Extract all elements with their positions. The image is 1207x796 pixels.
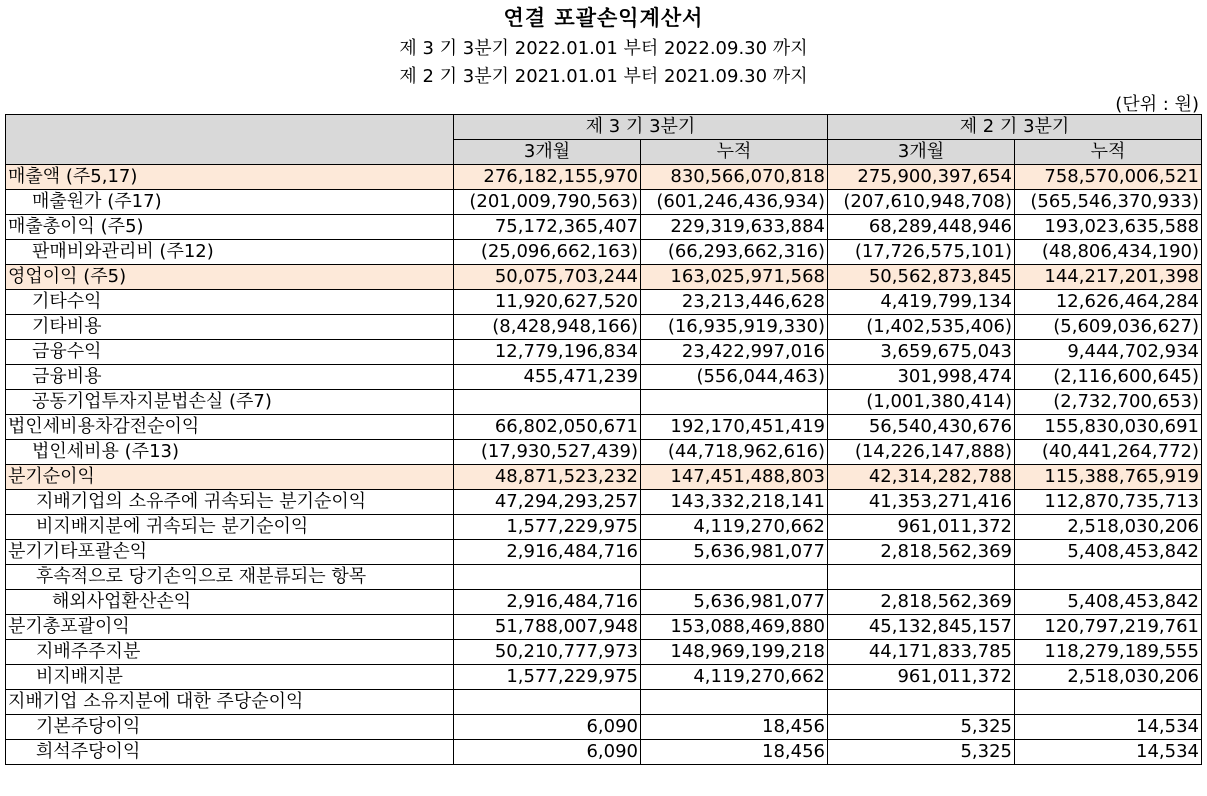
- row-value: 2,518,030,206: [1015, 665, 1202, 690]
- row-value: 961,011,372: [828, 665, 1015, 690]
- row-label: 기본주당이익: [6, 715, 454, 740]
- row-label: 분기기타포괄손익: [6, 540, 454, 565]
- row-value: [1015, 565, 1202, 590]
- row-value: 758,570,006,521: [1015, 165, 1202, 190]
- row-label: 기타비용: [6, 315, 454, 340]
- row-value: 11,920,627,520: [454, 290, 641, 315]
- header-current-cum: 누적: [641, 140, 828, 165]
- table-row: [6, 390, 1202, 415]
- row-value: 75,172,365,407: [454, 215, 641, 240]
- row-value: 44,171,833,785: [828, 640, 1015, 665]
- row-label: 금융수익: [6, 340, 454, 365]
- row-value: 2,518,030,206: [1015, 515, 1202, 540]
- table-row: [6, 190, 1202, 215]
- row-label: 판매비와관리비 (주12): [6, 240, 454, 265]
- row-value: (16,935,919,330): [641, 315, 828, 340]
- row-value: (8,428,948,166): [454, 315, 641, 340]
- row-value: [641, 690, 828, 715]
- header-prior-cum: 누적: [1015, 140, 1202, 165]
- header-prior-3m: 3개월: [828, 140, 1015, 165]
- row-label: 비지배지분: [6, 665, 454, 690]
- row-value: 47,294,293,257: [454, 490, 641, 515]
- row-value: [828, 565, 1015, 590]
- row-value: 120,797,219,761: [1015, 615, 1202, 640]
- row-value: 276,182,155,970: [454, 165, 641, 190]
- row-value: [641, 390, 828, 415]
- row-value: [454, 690, 641, 715]
- row-label: 후속적으로 당기손익으로 재분류되는 항목: [6, 565, 454, 590]
- row-value: 5,408,453,842: [1015, 590, 1202, 615]
- row-value: (66,293,662,316): [641, 240, 828, 265]
- header-current-3m: 3개월: [454, 140, 641, 165]
- row-value: (1,001,380,414): [828, 390, 1015, 415]
- row-value: (2,732,700,653): [1015, 390, 1202, 415]
- row-value: 5,636,981,077: [641, 540, 828, 565]
- row-value: (17,930,527,439): [454, 440, 641, 465]
- row-label: 법인세비용 (주13): [6, 440, 454, 465]
- row-value: (25,096,662,163): [454, 240, 641, 265]
- row-value: 51,788,007,948: [454, 615, 641, 640]
- table-row: [6, 665, 1202, 690]
- table-row: [6, 290, 1202, 315]
- header-row-groups: [6, 115, 1202, 140]
- row-value: 1,577,229,975: [454, 665, 641, 690]
- row-value: (1,402,535,406): [828, 315, 1015, 340]
- row-value: 2,818,562,369: [828, 540, 1015, 565]
- statement-title: 연결 포괄손익계산서: [503, 6, 704, 30]
- row-value: (2,116,600,645): [1015, 365, 1202, 390]
- row-value: (601,246,436,934): [641, 190, 828, 215]
- table-row: [6, 540, 1202, 565]
- row-value: 23,422,997,016: [641, 340, 828, 365]
- row-value: 2,916,484,716: [454, 590, 641, 615]
- row-value: 961,011,372: [828, 515, 1015, 540]
- table-row: [6, 490, 1202, 515]
- row-value: (201,009,790,563): [454, 190, 641, 215]
- row-value: 155,830,030,691: [1015, 415, 1202, 440]
- row-label: 지배주주지분: [6, 640, 454, 665]
- table-row: [6, 165, 1202, 190]
- row-value: 14,534: [1015, 715, 1202, 740]
- row-value: 23,213,446,628: [641, 290, 828, 315]
- row-label: 희석주당이익: [6, 740, 454, 765]
- row-label: 기타수익: [6, 290, 454, 315]
- row-value: 18,456: [641, 740, 828, 765]
- row-value: [1015, 690, 1202, 715]
- row-label: 공동기업투자지분법손실 (주7): [6, 390, 454, 415]
- row-value: 5,408,453,842: [1015, 540, 1202, 565]
- row-value: 6,090: [454, 715, 641, 740]
- row-value: 50,210,777,973: [454, 640, 641, 665]
- row-value: 830,566,070,818: [641, 165, 828, 190]
- row-value: 275,900,397,654: [828, 165, 1015, 190]
- row-value: (14,226,147,888): [828, 440, 1015, 465]
- row-value: 42,314,282,788: [828, 465, 1015, 490]
- header-period-prior: 제 2 기 3분기: [828, 115, 1202, 140]
- row-value: 193,023,635,588: [1015, 215, 1202, 240]
- header-period-current: 제 3 기 3분기: [454, 115, 828, 140]
- row-value: [454, 390, 641, 415]
- table-row: [6, 465, 1202, 490]
- table-row: [6, 565, 1202, 590]
- row-value: (48,806,434,190): [1015, 240, 1202, 265]
- row-value: 3,659,675,043: [828, 340, 1015, 365]
- row-label: 매출액 (주5,17): [6, 165, 454, 190]
- row-value: [454, 565, 641, 590]
- row-value: 4,119,270,662: [641, 515, 828, 540]
- table-row: [6, 615, 1202, 640]
- unit-label: (단위 : 원): [1115, 94, 1199, 115]
- row-value: 147,451,488,803: [641, 465, 828, 490]
- table-row: [6, 715, 1202, 740]
- row-value: 45,132,845,157: [828, 615, 1015, 640]
- statement-body: [6, 165, 1202, 765]
- row-value: 14,534: [1015, 740, 1202, 765]
- row-value: (40,441,264,772): [1015, 440, 1202, 465]
- table-row: [6, 340, 1202, 365]
- row-value: 4,419,799,134: [828, 290, 1015, 315]
- row-value: 9,444,702,934: [1015, 340, 1202, 365]
- table-row: [6, 265, 1202, 290]
- income-statement-table: [5, 114, 1202, 765]
- row-value: 143,332,218,141: [641, 490, 828, 515]
- row-value: (207,610,948,708): [828, 190, 1015, 215]
- row-value: (5,609,036,627): [1015, 315, 1202, 340]
- row-value: 118,279,189,555: [1015, 640, 1202, 665]
- row-value: 12,626,464,284: [1015, 290, 1202, 315]
- row-label: 해외사업환산손익: [6, 590, 454, 615]
- table-row: [6, 515, 1202, 540]
- row-value: 48,871,523,232: [454, 465, 641, 490]
- row-label: 지배기업의 소유주에 귀속되는 분기순이익: [6, 490, 454, 515]
- table-row: [6, 315, 1202, 340]
- table-row: [6, 640, 1202, 665]
- row-value: 50,562,873,845: [828, 265, 1015, 290]
- row-value: 12,779,196,834: [454, 340, 641, 365]
- table-row: [6, 365, 1202, 390]
- row-value: 301,998,474: [828, 365, 1015, 390]
- row-label: 지배기업 소유지분에 대한 주당순이익: [6, 690, 454, 715]
- row-label: 금융비용: [6, 365, 454, 390]
- row-value: 5,325: [828, 740, 1015, 765]
- row-label: 매출총이익 (주5): [6, 215, 454, 240]
- table-row: [6, 415, 1202, 440]
- row-value: 5,636,981,077: [641, 590, 828, 615]
- table-row: [6, 215, 1202, 240]
- table-row: [6, 740, 1202, 765]
- header-account: [6, 115, 454, 165]
- row-value: [641, 565, 828, 590]
- row-value: [828, 690, 1015, 715]
- row-value: (565,546,370,933): [1015, 190, 1202, 215]
- row-value: 66,802,050,671: [454, 415, 641, 440]
- row-value: 5,325: [828, 715, 1015, 740]
- row-value: 56,540,430,676: [828, 415, 1015, 440]
- row-label: 비지배지분에 귀속되는 분기순이익: [6, 515, 454, 540]
- row-label: 매출원가 (주17): [6, 190, 454, 215]
- row-value: 2,916,484,716: [454, 540, 641, 565]
- row-value: (17,726,575,101): [828, 240, 1015, 265]
- row-value: 148,969,199,218: [641, 640, 828, 665]
- row-value: 192,170,451,419: [641, 415, 828, 440]
- row-value: 2,818,562,369: [828, 590, 1015, 615]
- row-value: 153,088,469,880: [641, 615, 828, 640]
- row-label: 법인세비용차감전순이익: [6, 415, 454, 440]
- row-value: 68,289,448,946: [828, 215, 1015, 240]
- row-value: (44,718,962,616): [641, 440, 828, 465]
- row-value: 229,319,633,884: [641, 215, 828, 240]
- row-label: 영업이익 (주5): [6, 265, 454, 290]
- table-row: [6, 440, 1202, 465]
- prior-period: 제 2 기 3분기 2021.01.01 부터 2021.09.30 까지: [399, 66, 808, 87]
- row-value: 41,353,271,416: [828, 490, 1015, 515]
- row-value: 144,217,201,398: [1015, 265, 1202, 290]
- current-period: 제 3 기 3분기 2022.01.01 부터 2022.09.30 까지: [399, 38, 808, 59]
- table-row: [6, 590, 1202, 615]
- row-value: 6,090: [454, 740, 641, 765]
- row-label: 분기총포괄이익: [6, 615, 454, 640]
- row-value: 163,025,971,568: [641, 265, 828, 290]
- row-value: 115,388,765,919: [1015, 465, 1202, 490]
- row-value: 4,119,270,662: [641, 665, 828, 690]
- row-value: 112,870,735,713: [1015, 490, 1202, 515]
- table-row: [6, 690, 1202, 715]
- row-value: 50,075,703,244: [454, 265, 641, 290]
- table-row: [6, 240, 1202, 265]
- row-value: (556,044,463): [641, 365, 828, 390]
- row-label: 분기순이익: [6, 465, 454, 490]
- row-value: 18,456: [641, 715, 828, 740]
- row-value: 1,577,229,975: [454, 515, 641, 540]
- row-value: 455,471,239: [454, 365, 641, 390]
